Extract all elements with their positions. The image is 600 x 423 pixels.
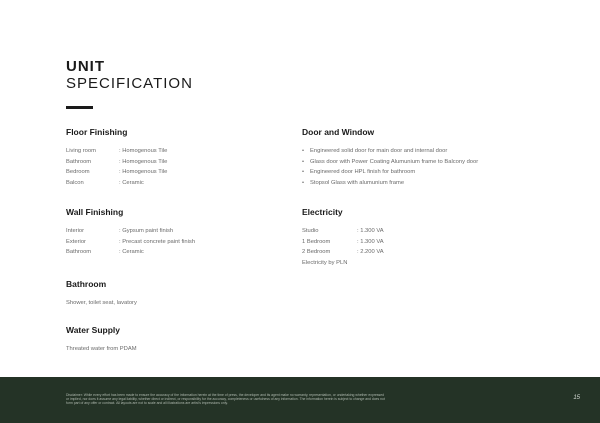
page-number: 15	[573, 395, 580, 401]
spec-label: 2 Bedroom	[302, 249, 331, 255]
footer-bar	[0, 377, 600, 423]
wall-finishing-section	[66, 207, 195, 258]
electricity-section	[302, 207, 384, 268]
bathroom-text: Shower, toilet seat, lavatory	[66, 300, 137, 306]
spec-value: : 2.200 VA	[357, 249, 384, 255]
spec-row	[66, 146, 167, 157]
spec-value: : Precast concrete paint finish	[119, 238, 196, 245]
title-underline	[66, 106, 93, 109]
disclaimer-text: Disclaimer: While every effort has been made to ensure the accuracy of the information herein at the time of press, the developer and its agent make no warranty, representation, or undertaking whether expressed or implied, nor does it assume any legal liability, whether direct or indirect, or responsibility for the accuracy, completeness or usefulness of any information. The information herein is subject to change and does not form part of any offer or contract. All layouts are not to scale and all illustrations are artist's impressions only.	[66, 393, 385, 406]
electricity-note: Electricity by PLN	[302, 259, 348, 266]
spec-value: : Homogenous Tile	[119, 169, 168, 175]
spec-label: Bathroom	[66, 249, 92, 255]
spec-label: 1 Bedroom	[302, 238, 331, 245]
spec-label: Exterior	[66, 238, 86, 245]
water-supply-section	[66, 325, 137, 355]
spec-row	[66, 157, 167, 168]
page-title-line2: SPECIFICATION	[66, 75, 193, 92]
spec-value: : 1.300 VA	[357, 238, 384, 245]
list-item: • Engineered door HPL finish for bathroom	[302, 167, 478, 178]
spec-value: : 1.300 VA	[357, 228, 384, 234]
spec-value: : Homogenous Tile	[119, 158, 168, 165]
electricity-heading: Electricity	[302, 207, 343, 217]
floor-finishing-section	[66, 127, 167, 188]
list-item: • Engineered solid door for main door and internal door	[302, 146, 478, 157]
spec-value: : Ceramic	[119, 249, 144, 255]
water-supply-heading: Water Supply	[66, 325, 120, 335]
spec-row	[66, 178, 167, 189]
spec-label: Bathroom	[66, 158, 92, 165]
spec-row	[302, 237, 384, 248]
spec-label: Living room	[66, 148, 96, 154]
water-supply-text: Threated water from PDAM	[66, 346, 137, 352]
spec-label: Interior	[66, 228, 85, 234]
door-window-list	[302, 146, 478, 188]
spec-row	[302, 226, 384, 237]
page-title	[66, 58, 193, 92]
spec-row	[66, 237, 195, 248]
spec-value: : Ceramic	[119, 179, 144, 186]
list-item: • Glass door with Power Coating Alumunium frame to Balcony door	[302, 157, 478, 168]
spec-value: : Homogenous Tile	[119, 148, 168, 154]
floor-finishing-heading: Floor Finishing	[66, 127, 128, 137]
door-window-section	[302, 127, 478, 188]
spec-row	[66, 226, 195, 237]
spec-row	[302, 247, 384, 258]
spec-label: Studio	[302, 228, 319, 234]
door-window-heading: Door and Window	[302, 127, 375, 137]
wall-finishing-heading: Wall Finishing	[66, 207, 124, 217]
bathroom-heading: Bathroom	[66, 279, 107, 289]
spec-label: Bedroom	[66, 169, 90, 175]
spec-label: Balcon	[66, 179, 84, 186]
list-item: • Stopsol Glass with alumunium frame	[302, 178, 478, 189]
spec-value: : Gypsum paint finish	[119, 228, 174, 234]
bathroom-section	[66, 279, 137, 309]
page-title-line1: UNIT	[66, 58, 105, 75]
spec-row	[66, 167, 167, 178]
spec-row	[66, 247, 195, 258]
